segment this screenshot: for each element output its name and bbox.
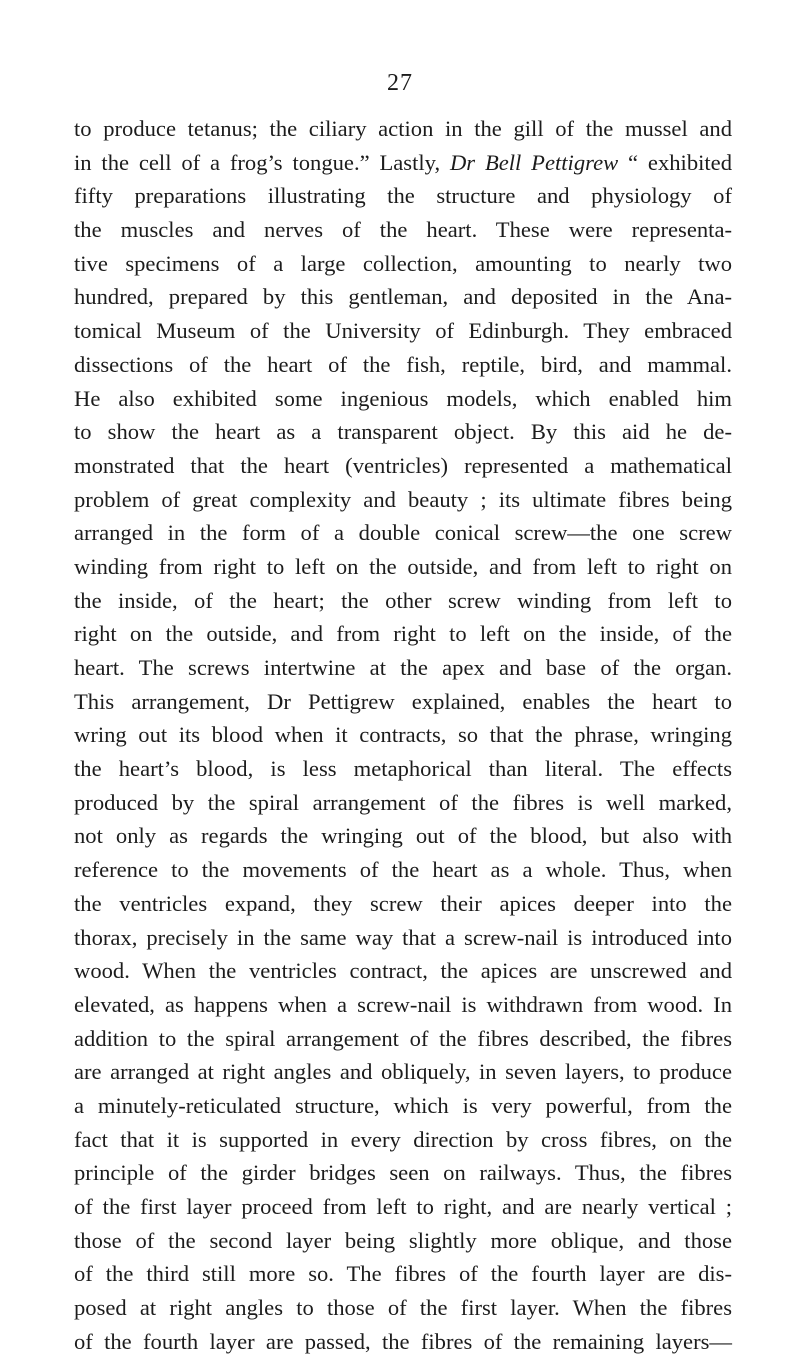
text-line-31: fact that it is supported in every direction by cross fibres, on the [74, 1126, 732, 1152]
text-line-19: wring out its blood when it contracts, so that the phrase, wringing [74, 722, 732, 748]
text-line-5: tive specimens of a large collection, amounting to nearly two [74, 250, 732, 276]
text-line-8: dissections of the heart of the fish, reptile, bird, and mammal. [74, 351, 732, 377]
text-line-22: not only as regards the wringing out of the blood, but also with [74, 823, 732, 849]
text-line-16: right on the outside, and from right to left on the inside, of the [74, 621, 732, 647]
text-line-28: addition to the spiral arrangement of the fibres described, the fibres [74, 1025, 732, 1051]
text-line-2-start: in the cell of a frog’s tongue.” Lastly, [74, 149, 450, 175]
text-line-2 [74, 146, 732, 180]
text-line-25: thorax, precisely in the same way that a screw-nail is introduced into [74, 924, 732, 950]
text-line-34: those of the second layer being slightly more oblique, and those [74, 1227, 732, 1253]
text-line-14: winding from right to left on the outside, and from left to right on [74, 553, 732, 579]
text-line-24: the ventricles expand, they screw their apices deeper into the [74, 890, 732, 916]
text-line-32: principle of the girder bridges seen on railways. Thus, the fibres [74, 1160, 732, 1186]
text-line-12: problem of great complexity and beauty ; its ultimate fibres being [74, 486, 732, 512]
text-line-3: fifty preparations illustrating the structure and physiology of [74, 183, 732, 209]
text-line-6: hundred, prepared by this gentleman, and deposited in the Ana- [74, 284, 732, 310]
text-line-35: of the third still more so. The fibres of the fourth layer are dis- [74, 1261, 732, 1287]
page-number: 27 [387, 70, 413, 96]
text-line-2-end: “ exhibited [618, 149, 733, 175]
text-line-17: heart. The screws intertwine at the apex and base of the organ. [74, 655, 732, 680]
text-line-21: produced by the spiral arrangement of the fibres is well marked, [74, 789, 732, 815]
text-line-20: the heart’s blood, is less metaphorical than literal. The effects [74, 756, 732, 782]
body-text [74, 112, 732, 1358]
text-line-4: the muscles and nerves of the heart. These were representa- [74, 217, 732, 243]
text-line-33: of the first layer proceed from left to right, and are nearly vertical ; [74, 1194, 732, 1219]
text-line-15: the inside, of the heart; the other screw winding from left to [74, 587, 732, 613]
text-line-27: elevated, as happens when a screw-nail is withdrawn from wood. In [74, 991, 732, 1017]
text-line-37: of the fourth layer are passed, the fibres of the remaining layers— [74, 1328, 732, 1354]
text-line-29: are arranged at right angles and obliquely, in seven layers, to produce [74, 1059, 732, 1085]
text-line-36: posed at right angles to those of the first layer. When the fibres [74, 1295, 732, 1321]
text-line-13: arranged in the form of a double conical screw—the one screw [74, 520, 732, 546]
text-line-26: wood. When the ventricles contract, the apices are unscrewed and [74, 958, 732, 984]
text-line-7: tomical Museum of the University of Edinburgh. They embraced [74, 318, 732, 344]
text-line-10: to show the heart as a transparent object. By this aid he de- [74, 419, 732, 445]
text-line-11: monstrated that the heart (ventricles) represented a mathematical [74, 452, 732, 478]
text-line-1: to produce tetanus; the ciliary action in the gill of the mussel and [74, 116, 732, 141]
text-line-30: a minutely-reticulated structure, which is very powerful, from the [74, 1092, 732, 1118]
text-line-23: reference to the movements of the heart as a whole. Thus, when [74, 857, 732, 883]
text-line-9: He also exhibited some ingenious models, which enabled him [74, 385, 732, 411]
text-line-18: This arrangement, Dr Pettigrew explained, enables the heart to [74, 688, 732, 714]
author-name-italic: Dr Bell Pettigrew [449, 149, 619, 175]
